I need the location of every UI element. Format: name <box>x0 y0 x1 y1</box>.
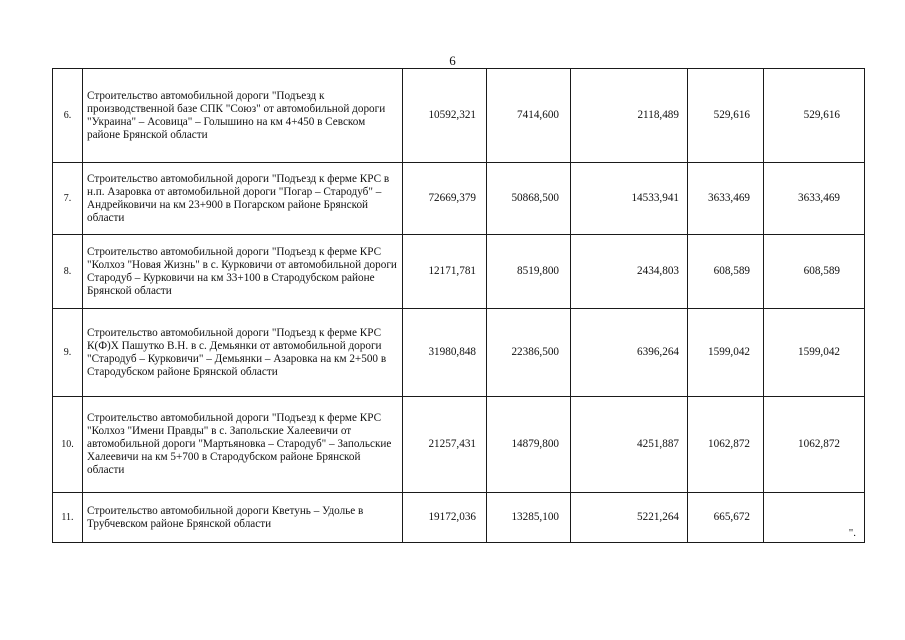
row-number: 11. <box>53 493 83 543</box>
regional-funds-cell: 4251,887 <box>571 397 688 493</box>
total-cost-cell: 19172,036 <box>403 493 487 543</box>
page-number: 6 <box>449 53 456 68</box>
row-number: 10. <box>53 397 83 493</box>
amount-cell-1: 529,616 <box>688 69 764 163</box>
construction-table <box>52 68 865 543</box>
amount-cell-2: 3633,469 <box>764 163 865 235</box>
row-description: Строительство автомобильной дороги "Подъезд к ферме КРС "Колхоз "Имени Правды" в с. Запольские Халеевичи от автомобильной дороги "Мартьяновка – Стародуб" – Запольские Халеевичи на км 5+700 в Стародубском районе Брянской области <box>83 397 403 493</box>
row-number: 6. <box>53 69 83 163</box>
amount-cell-1: 3633,469 <box>688 163 764 235</box>
closing-quote-mark: ". <box>848 527 856 539</box>
row-description: Строительство автомобильной дороги "Подъезд к ферме КРС "Колхоз "Новая Жизнь" в с. Курковичи от автомобильной дороги Стародуб – Курковичи на км 33+100 в Стародубском районе Брянской области <box>83 235 403 309</box>
total-cost-cell: 72669,379 <box>403 163 487 235</box>
table-row <box>53 235 865 309</box>
total-cost-cell: 31980,848 <box>403 309 487 397</box>
regional-funds-cell: 5221,264 <box>571 493 688 543</box>
federal-funds-cell: 8519,800 <box>487 235 571 309</box>
row-number: 7. <box>53 163 83 235</box>
table-row <box>53 309 865 397</box>
federal-funds-cell: 22386,500 <box>487 309 571 397</box>
federal-funds-cell: 50868,500 <box>487 163 571 235</box>
total-cost-cell: 10592,321 <box>403 69 487 163</box>
row-description: Строительство автомобильной дороги "Подъезд к производственной базе СПК "Союз" от автомобильной дороги "Украина" – Асовица" – Голышино на км 4+450 в Севском районе Брянской области <box>83 69 403 163</box>
regional-funds-cell: 2118,489 <box>571 69 688 163</box>
federal-funds-cell: 13285,100 <box>487 493 571 543</box>
regional-funds-cell: 6396,264 <box>571 309 688 397</box>
row-number: 8. <box>53 235 83 309</box>
amount-cell-2 <box>764 493 865 543</box>
amount-cell-1: 1599,042 <box>688 309 764 397</box>
total-cost-cell: 12171,781 <box>403 235 487 309</box>
federal-funds-cell: 14879,800 <box>487 397 571 493</box>
table-row <box>53 69 865 163</box>
row-description: Строительство автомобильной дороги Кветунь – Удолье в Трубчевском районе Брянской области <box>83 493 403 543</box>
row-number: 9. <box>53 309 83 397</box>
table-row <box>53 397 865 493</box>
amount-cell-2: 529,616 <box>764 69 865 163</box>
table-row <box>53 163 865 235</box>
total-cost-cell: 21257,431 <box>403 397 487 493</box>
amount-cell-2: 608,589 <box>764 235 865 309</box>
table-row <box>53 493 865 543</box>
amount-cell-1: 1062,872 <box>688 397 764 493</box>
row-description: Строительство автомобильной дороги "Подъезд к ферме КРС К(Ф)Х Пашутко В.Н. в с. Демьянки от автомобильной дороги "Стародуб – Курковичи" – Демьянки – Азаровка на км 2+500 в Стародубском районе Брянской области <box>83 309 403 397</box>
row-description: Строительство автомобильной дороги "Подъезд к ферме КРС в н.п. Азаровка от автомобильной дороги "Погар – Стародуб" – Андрейковичи на км 23+900 в Погарском районе Брянской области <box>83 163 403 235</box>
amount-cell-2: 1599,042 <box>764 309 865 397</box>
amount-cell-2: 1062,872 <box>764 397 865 493</box>
regional-funds-cell: 2434,803 <box>571 235 688 309</box>
amount-cell-1: 665,672 <box>688 493 764 543</box>
amount-cell-1: 608,589 <box>688 235 764 309</box>
federal-funds-cell: 7414,600 <box>487 69 571 163</box>
regional-funds-cell: 14533,941 <box>571 163 688 235</box>
